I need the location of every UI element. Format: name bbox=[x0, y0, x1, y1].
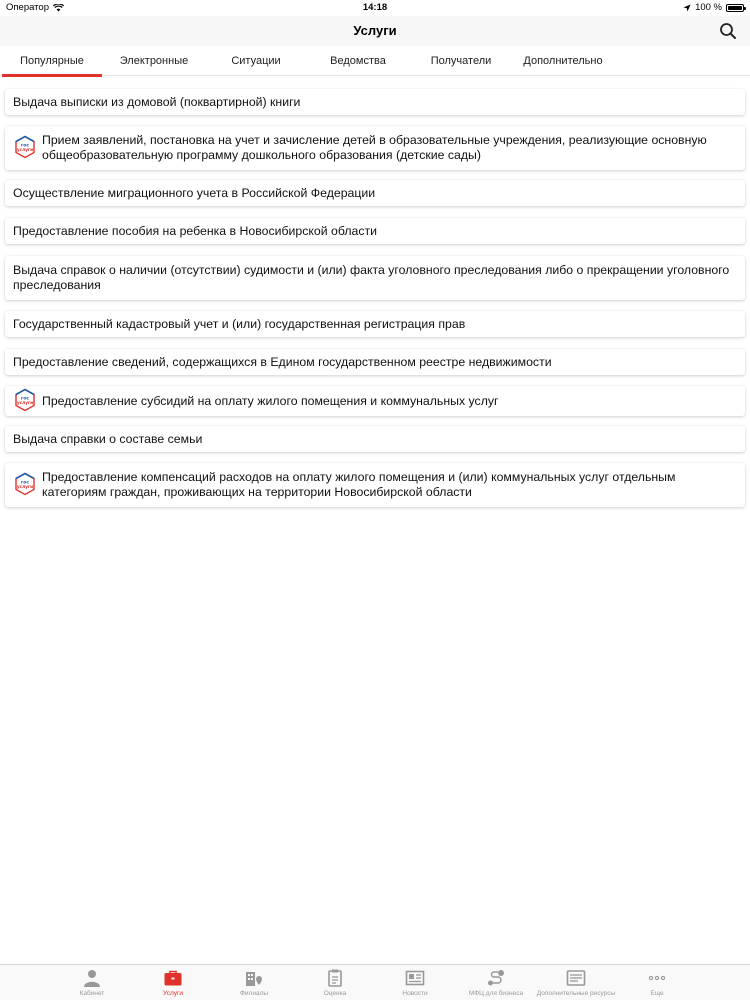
tab-popular[interactable]: Популярные bbox=[2, 46, 102, 76]
gosuslugi-logo-icon bbox=[13, 388, 37, 412]
service-title: Прием заявлений, постановка на учет и зачисление детей в образовательные учреждения, реализующие основную общеобразовательную программу дошкольного образования (детские сады) bbox=[42, 133, 707, 162]
briefcase-icon bbox=[163, 968, 183, 988]
newspaper-icon bbox=[405, 968, 425, 988]
clipboard-icon bbox=[325, 968, 345, 988]
tabbar-label: Кабинет bbox=[79, 990, 105, 997]
service-title: Выдача справки о составе семьи bbox=[13, 431, 203, 446]
tab-recipients[interactable]: Получатели bbox=[430, 55, 492, 67]
gosuslugi-logo-icon bbox=[13, 472, 37, 496]
service-item[interactable] bbox=[5, 349, 745, 375]
building-pin-icon bbox=[244, 968, 264, 988]
tab-electronic[interactable]: Электронные bbox=[119, 55, 189, 67]
search-icon[interactable] bbox=[718, 21, 738, 41]
service-item[interactable] bbox=[5, 126, 745, 170]
carrier-name: Оператор bbox=[6, 2, 49, 13]
service-title: Предоставление компенсаций расходов на оплату жилого помещения и (или) коммунальных услуг отдельным категориям граждан, проживающих на территории Новосибирской области bbox=[42, 470, 676, 499]
service-item[interactable] bbox=[5, 256, 745, 300]
service-item[interactable] bbox=[5, 386, 745, 416]
battery-icon bbox=[726, 4, 744, 12]
nav-bar bbox=[0, 16, 750, 46]
tabbar-label: Дополнительные ресурсы bbox=[536, 990, 616, 997]
service-title: Выдача выписки из домовой (поквартирной) книги bbox=[13, 94, 301, 109]
status-bar bbox=[0, 0, 750, 16]
service-title: Предоставление субсидий на оплату жилого помещения и коммунальных услуг bbox=[42, 393, 499, 408]
tabbar-cabinet[interactable] bbox=[52, 968, 132, 997]
tab-situations[interactable]: Ситуации bbox=[231, 55, 281, 67]
tab-additional[interactable]: Дополнительно bbox=[523, 55, 603, 67]
route-icon bbox=[486, 968, 506, 988]
svg-text:услуги: услуги bbox=[16, 147, 34, 153]
clock: 14:18 bbox=[362, 2, 388, 13]
tabbar-label: Еще bbox=[650, 990, 664, 997]
bottom-tab-bar bbox=[0, 964, 750, 1000]
status-right bbox=[683, 2, 744, 13]
tabbar-business[interactable] bbox=[456, 968, 536, 997]
tabbar-resources[interactable] bbox=[536, 968, 616, 997]
news-list-icon bbox=[566, 968, 586, 988]
location-arrow-icon bbox=[683, 4, 691, 12]
service-item[interactable] bbox=[5, 89, 745, 115]
svg-text:гос: гос bbox=[20, 396, 30, 402]
service-item[interactable] bbox=[5, 180, 745, 206]
service-title: Осуществление миграционного учета в Российской Федерации bbox=[13, 185, 376, 200]
service-title: Выдача справок о наличии (отсутствии) судимости и (или) факта уголовного преследования либо о прекращении уголовного преследования bbox=[13, 263, 730, 292]
tabbar-label: Оценка bbox=[323, 990, 347, 997]
tabbar-services[interactable] bbox=[133, 968, 213, 997]
tabbar-rating[interactable] bbox=[295, 968, 375, 997]
service-item[interactable] bbox=[5, 218, 745, 244]
gosuslugi-logo-icon bbox=[13, 135, 37, 159]
svg-text:гос: гос bbox=[20, 480, 30, 486]
tabbar-branches[interactable] bbox=[214, 968, 294, 997]
tabbar-more[interactable] bbox=[617, 968, 697, 997]
more-icon bbox=[647, 968, 667, 988]
service-title: Предоставление сведений, содержащихся в Едином государственном реестре недвижимости bbox=[13, 354, 552, 369]
service-item[interactable] bbox=[5, 311, 745, 337]
category-tabs bbox=[0, 46, 750, 76]
person-icon bbox=[82, 968, 102, 988]
svg-text:услуги: услуги bbox=[16, 400, 34, 406]
tabbar-label: Новости bbox=[402, 990, 428, 997]
tabbar-news[interactable] bbox=[375, 968, 455, 997]
service-item[interactable] bbox=[5, 463, 745, 507]
service-item[interactable] bbox=[5, 426, 745, 452]
tab-departments[interactable]: Ведомства bbox=[330, 55, 386, 67]
tabbar-label: Услуги bbox=[163, 990, 183, 997]
page-title: Услуги bbox=[353, 23, 397, 38]
tabbar-label: МФЦ для бизнеса bbox=[468, 990, 524, 997]
tabbar-label: Филиалы bbox=[239, 990, 269, 997]
battery-percent: 100 % bbox=[695, 2, 722, 13]
service-title: Государственный кадастровый учет и (или) государственная регистрация прав bbox=[13, 316, 466, 331]
svg-text:услуги: услуги bbox=[16, 484, 34, 490]
svg-text:гос: гос bbox=[20, 143, 30, 149]
service-title: Предоставление пособия на ребенка в Новосибирской области bbox=[13, 223, 378, 238]
